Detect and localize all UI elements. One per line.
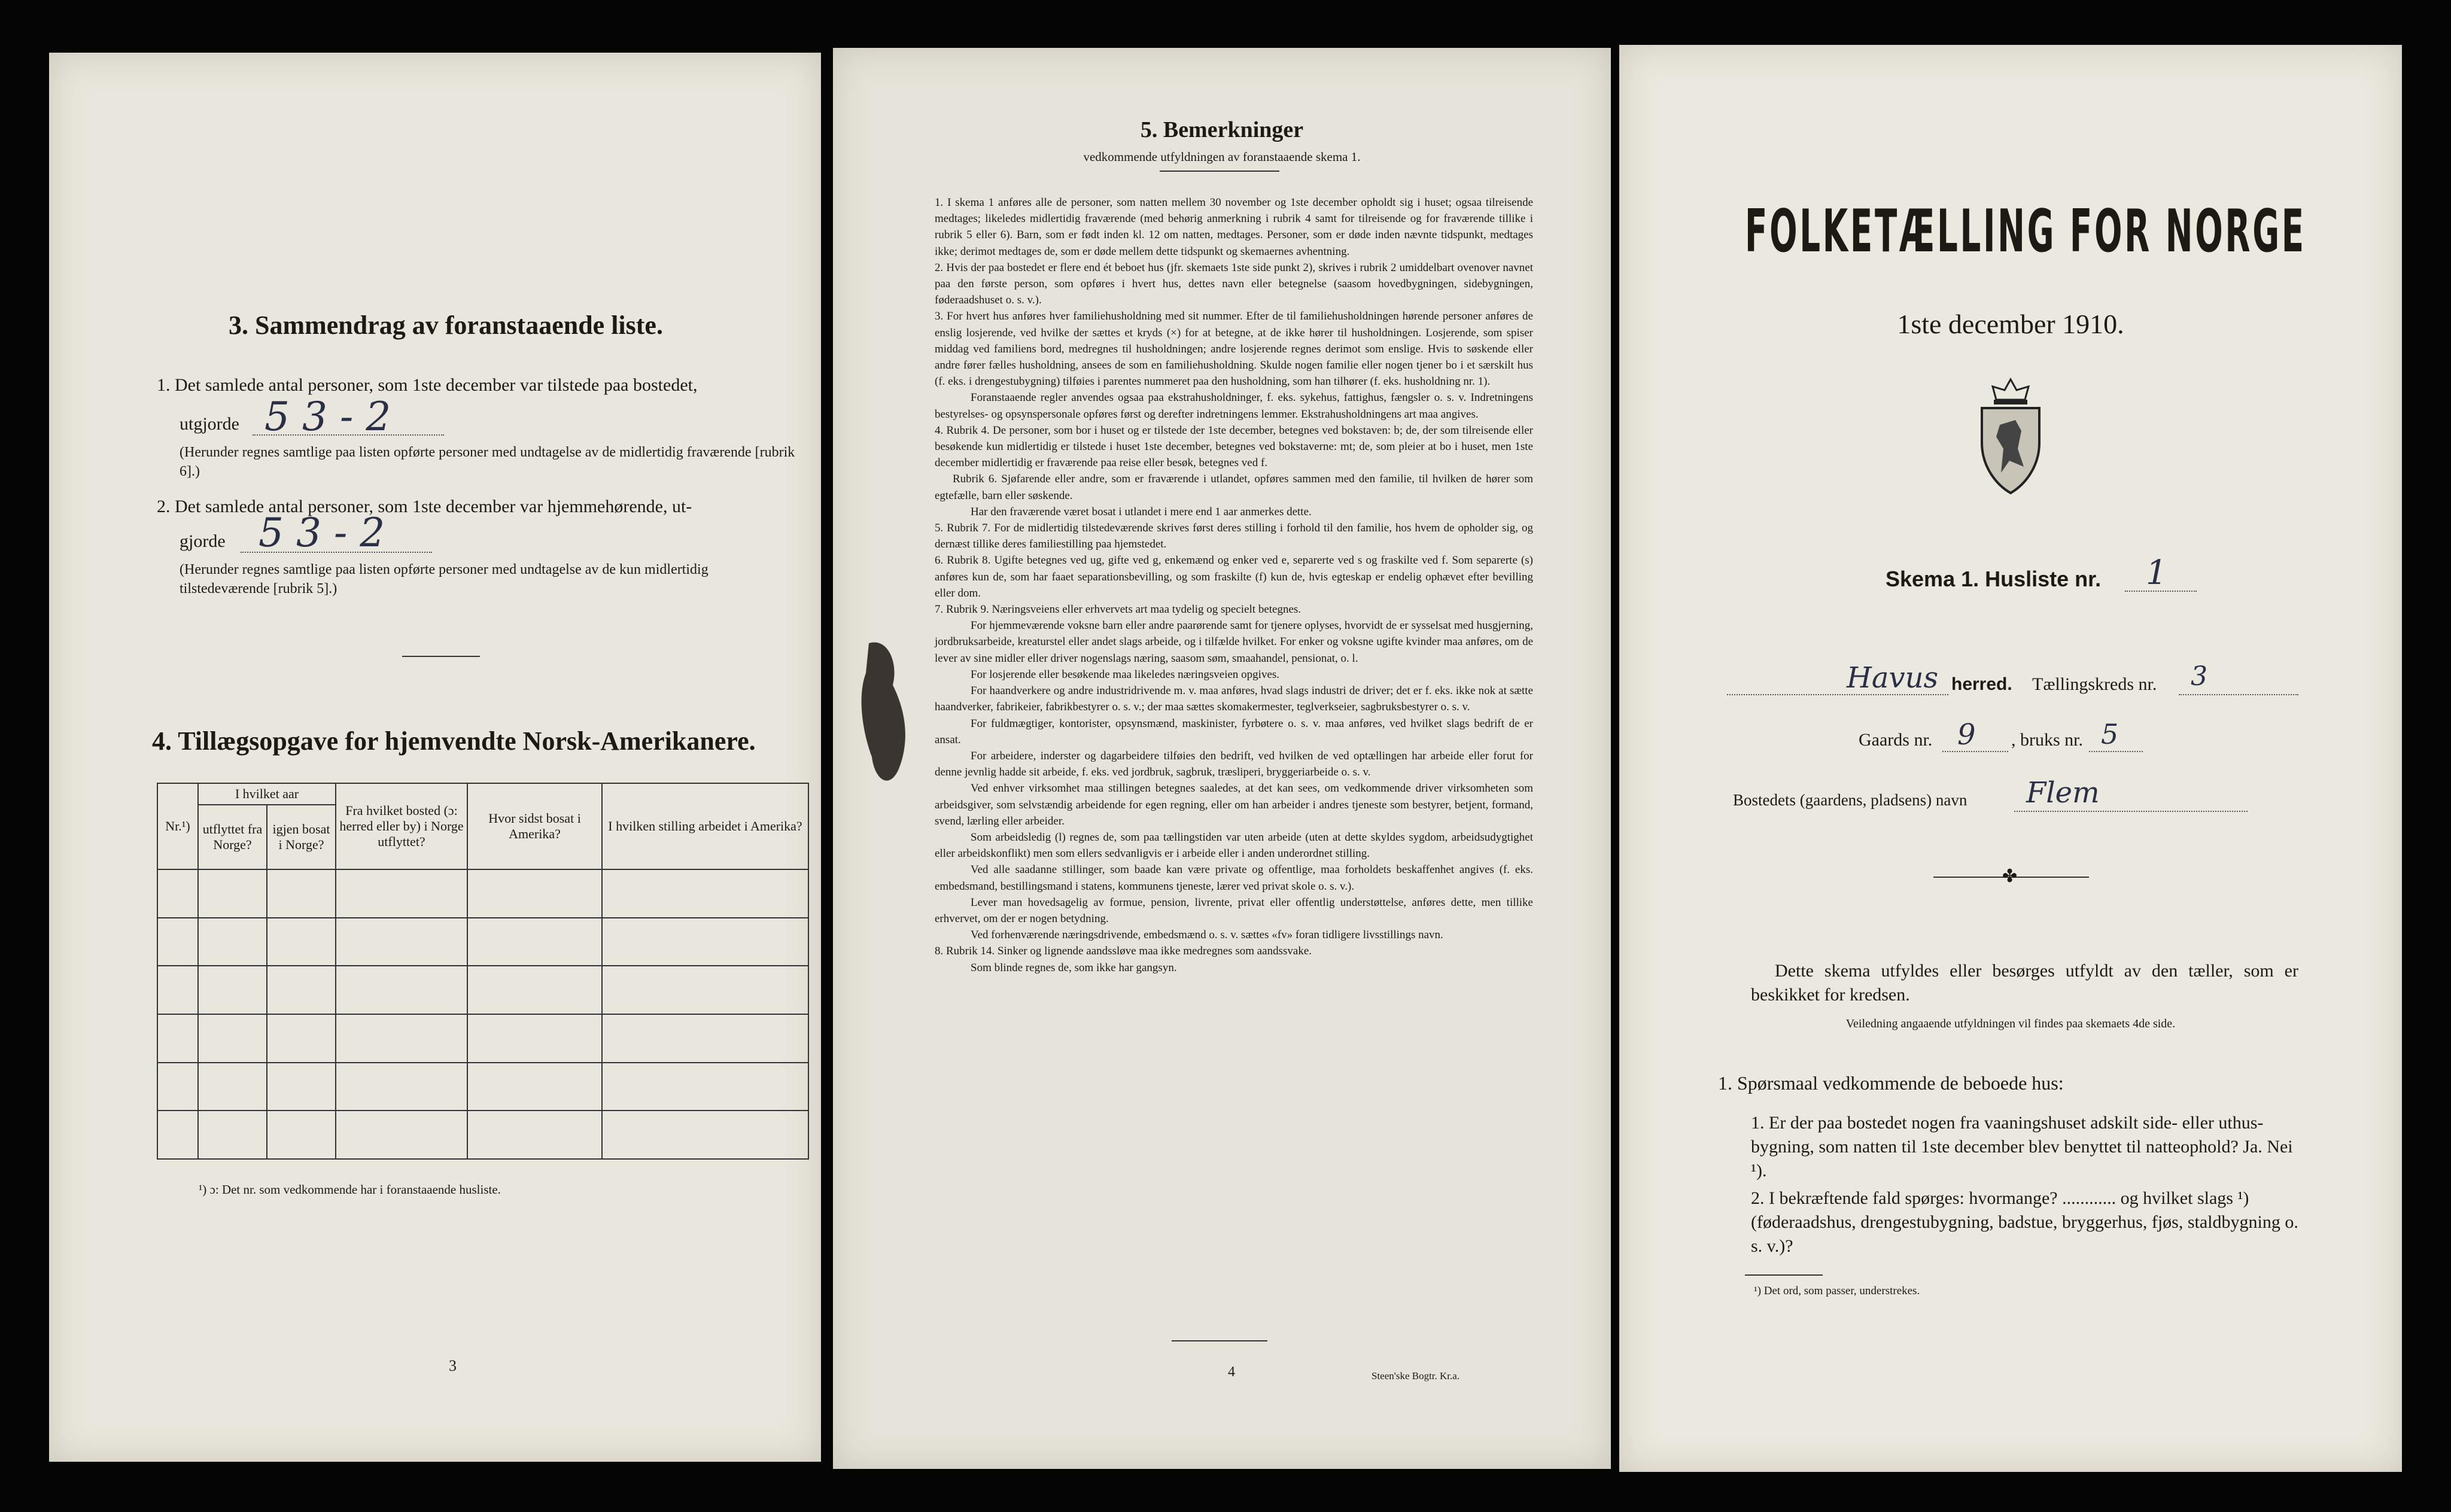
col-group-header: I hvilket aar — [198, 783, 336, 805]
summary-item1-note: (Herunder regnes samtlige paa listen opførte personer med undtagelse av de midlertidig fraværende [rubrik 6].) — [180, 445, 795, 479]
summary-item2-text: 2. Det samlede antal personer, som 1ste december var hjemmehørende, ut- — [157, 497, 692, 516]
husliste-number: 1 — [2146, 553, 2167, 592]
husliste-line — [2125, 591, 2197, 592]
remark-7f: For arbeidere, inderster og dagarbeidere tilføies den bedrift, ved hvilken de ved optællingen har arbeide eller forut for denne jevnlig hadde sit arbeide, f. eks. ved jordbruk, sagbruk, træsliperi, bryggeriarbeide o. s. v. — [935, 749, 1533, 779]
remark-4: 4. Rubrik 4. De personer, som bor i huset og er tilstede der 1ste december, betegnes ved bokstaven: b; de, der som tilreisende eller besøkende kun midlertidig er tilstede i huset 1ste december, betegnes ved bokstaverne: mt; de, som pleier at bo i huset, men 1ste december midlertidig er fraværende paa reise eller besøk, betegnes ved f. — [935, 424, 1533, 470]
question-1: 1. Er der paa bostedet nogen fra vaaningshuset adskilt side- eller uthus-bygning, som natten til 1ste december blev benyttet til natteophold? Ja. Nei ¹). — [1751, 1113, 2293, 1181]
summary-item1-value: 5 3 - 2 — [264, 394, 391, 440]
remark-4b: Rubrik 6. Sjøfarende eller andre, som er fraværende i utlandet, opføres sammen med den familie, til hvilken de hører som egtefælle, barn eller søskende. — [935, 473, 1533, 502]
bosted-line — [2014, 811, 2248, 812]
middle-page — [833, 48, 1611, 1469]
remark-1: 1. I skema 1 anføres alle de personer, som natten mellem 30 november og 1ste december opholdt sig i huset; ogsaa tilreisende medtages; likeledes midlertidig fraværende (med behørig anmerkning i rubrik 4 samt for tilreisende og for fraværende tillike i rubrik 5 eller 6). Barn, som er født inden kl. 12 om natten, medtages. Personer, som er døde inden nævnte tidspunkt, medtages ikke; derimot medtages de, som er døde mellem dette tidspunkt og skemaernes avhentning. — [935, 196, 1533, 258]
remarks-heading: 5. Bemerkninger — [1140, 117, 1304, 142]
intro-text: Dette skema utfyldes eller besørges utfyldt av den tæller, som er beskikket for kredsen. — [1751, 961, 2298, 1005]
remark-2: 2. Hvis der paa bostedet er flere end ét beboet hus (jfr. skemaets 1ste side punkt 2), skrives i rubrik 2 umiddelbart ovenover navnet paa den første person, som opføres i hvert hus, dettes navn eller betegnelse (saasom hovedbygningen, sidebygningen, føderaadshuset o. s. v.). — [935, 261, 1533, 307]
remark-7c: For losjerende eller besøkende maa likeledes næringsveien opgives. — [971, 668, 1280, 681]
kreds-line — [2179, 694, 2298, 695]
herred-line — [1727, 694, 1948, 695]
remark-7j: Lever man hovedsagelig av formue, pension, livrente, privat eller offentlig understøttelse, anføres dette, men tillike erhvervet, om der er nogen betydning. — [935, 896, 1533, 925]
divider — [402, 656, 480, 657]
table-row — [157, 1111, 808, 1159]
bruks-label: , bruks nr. — [2011, 730, 2083, 750]
ornament-icon: ✤ — [2002, 866, 2018, 886]
col-nr-header: Nr.¹) — [157, 783, 198, 869]
summary-item1-line — [253, 434, 444, 436]
remark-7k: Ved forhenværende næringsdrivende, embedsmænd o. s. v. sættes «fv» foran tidligere livsstillings navn. — [971, 929, 1443, 942]
remark-7: 7. Rubrik 9. Næringsveiens eller erhvervets art maa tydelig og specielt betegnes. — [935, 603, 1301, 616]
footnote-divider — [1745, 1274, 1823, 1276]
section3-heading: 3. Sammendrag av foranstaaende liste. — [229, 311, 663, 340]
remark-4c: Har den fraværende været bosat i utlandet i mere end 1 aar anmerkes dette. — [971, 505, 1312, 518]
page-number-middle: 4 — [1228, 1364, 1235, 1380]
remark-7d: For haandverkere og andre industridrivende m. v. maa anføres, hvad slags industri de driver; det er f. eks. ikke nok at sætte haandverker, fabrikeier, fabrikbestyrer o. s. v.; der maa sættes skomakermester, teglverkseier, sagbruksbestyrer o. s. v. — [935, 684, 1533, 714]
remark-7g: Ved enhver virksomhet maa stillingen betegnes saaledes, at det kan sees, om vedkommende driver virksomheten som arbeidsgiver, som selvstændig arbeidende for egen regning, eller om han arbeider i andres tjeneste som bestyrer, betjent, formand, svend, lærling eller arbeider. — [935, 782, 1533, 828]
right-footnote: ¹) Det ord, som passer, understrekes. — [1754, 1285, 1920, 1297]
census-title: FOLKETÆLLING FOR NORGE — [1745, 197, 2306, 266]
remarks-subheading: vedkommende utfyldningen av foranstaaende skema 1. — [1083, 150, 1361, 164]
bruks-line — [2089, 751, 2143, 752]
remark-8: 8. Rubrik 14. Sinker og lignende aandssløve maa ikke medregnes som aandssvake. — [935, 945, 1312, 958]
summary-item2-value: 5 3 - 2 — [259, 510, 385, 556]
summary-item2-label: gjorde — [180, 531, 226, 551]
summary-item2-note: (Herunder regnes samtlige paa listen opførte personer med undtagelse av de kun midlertidig tilstedeværende [rubrik 5].) — [180, 562, 708, 597]
remark-3b: Foranstaaende regler anvendes ogsaa paa ekstrahusholdninger, f. eks. sykehus, fattighus, fængsler o. s. v. Indretningens bestyrelses- og opsynspersonale opføres først og derefter indretningens lemmer. Ekstrahusholdningens art maa angives. — [935, 391, 1533, 421]
printer-credit: Steen'ske Bogtr. Kr.a. — [1372, 1370, 1460, 1382]
remark-7e: For fuldmægtiger, kontorister, opsynsmænd, maskinister, fyrbøtere o. s. v. maa anføres, ved hvilket slags bedrift de er ansat. — [935, 717, 1533, 746]
footer-divider — [1172, 1340, 1267, 1341]
remark-6: 6. Rubrik 8. Ugifte betegnes ved ug, gifte ved g, enkemænd og enker ved e, separerte ved s og fraskilte ved f. Som separerte (s) anføres kun de, som har faaet separationsbevilling, og som fraskilte (f) kun de, hvis egteskap er endelig ophævet efter bevilling eller dom. — [935, 554, 1533, 600]
bruks-value: 5 — [2101, 718, 2119, 750]
remark-5: 5. Rubrik 7. For de midlertidig tilstedeværende skrives først deres stilling i forhold til den familie, hos hvem de opholder sig, og dernæst tillike deres familiestilling paa hjemstedet. — [935, 522, 1533, 551]
questions-heading: 1. Spørsmaal vedkommende de beboede hus: — [1718, 1072, 2064, 1094]
col-utflyttet-header: utflyttet fra Norge? — [198, 805, 267, 869]
bosted-label: Bostedets (gaardens, pladsens) navn — [1733, 791, 1968, 809]
table-row — [157, 869, 808, 918]
col-sidst-header: Hvor sidst bosat i Amerika? — [467, 783, 602, 869]
skema-label: Skema 1. Husliste nr. — [1886, 567, 2102, 591]
page-number-left: 3 — [449, 1357, 457, 1374]
veiledning-text: Veiledning angaaende utfyldningen vil findes paa skemaets 4de side. — [1845, 1017, 2176, 1030]
kreds-label: Tællingskreds nr. — [2032, 674, 2157, 694]
remark-7h: Som arbeidsledig (l) regnes de, som paa tællingstiden var uten arbeide (uten at dette skyldes sygdom, arbeidsudygtighet eller arbeidskonflikt) men som ellers sedvanligvis er i arbeide eller i anden underordnet stilling. — [935, 830, 1533, 860]
census-date: 1ste december 1910. — [1897, 309, 2124, 339]
summary-item2-line — [241, 552, 432, 553]
section4-footnote: ¹) ɔ: Det nr. som vedkommende har i foranstaaende husliste. — [199, 1182, 501, 1197]
bosted-value: Flem — [2026, 776, 2100, 810]
right-page — [1619, 45, 2402, 1472]
section4-heading: 4. Tillægsopgave for hjemvendte Norsk-Amerikanere. — [152, 726, 756, 756]
remark-7b: For hjemmeværende voksne barn eller andre paarørende samt for tjenere oplyses, hvorvidt de er sysselsat med husgjerning, jordbruksarbeide, kreaturstel eller andet slags arbeide, og i tilfælde hvilket. For enker og voksne ugifte kvinder maa anføres, om de lever av sine midler eller driver nogenslags næring, saasom søm, smaahandel, pensionat, o. l. — [935, 619, 1533, 665]
question-2: 2. I bekræftende fald spørges: hvormange? ............ og hvilket slags ¹) (føderaadshus, drengestubygning, badstue, bryggerhus, fjøs, staldbygning o. s. v.)? — [1751, 1188, 2298, 1256]
gaards-value: 9 — [1957, 718, 1976, 752]
col-stilling-header: I hvilken stilling arbeidet i Amerika? — [602, 783, 808, 869]
left-page — [49, 53, 821, 1462]
herred-value: Havus — [1847, 661, 1939, 695]
col-igjen-header: igjen bosat i Norge? — [267, 805, 336, 869]
norsk-amerikaner-table — [157, 783, 809, 1160]
summary-item1-label: utgjorde — [180, 414, 239, 434]
remarks-divider — [1160, 171, 1279, 172]
remarks-body — [935, 194, 1533, 976]
table-row — [157, 966, 808, 1014]
gaards-label: Gaards nr. — [1859, 730, 1933, 750]
herred-label: herred. — [1951, 674, 2012, 694]
kreds-value: 3 — [2191, 661, 2207, 692]
table-row — [157, 1063, 808, 1111]
summary-item1-text: 1. Det samlede antal personer, som 1ste december var tilstede paa bostedet, — [157, 375, 698, 395]
col-bosted-header: Fra hvilket bosted (ɔ: herred eller by) i Norge utflyttet? — [336, 783, 467, 869]
coat-of-arms-emblem — [1973, 377, 2048, 497]
remark-7i: Ved alle saadanne stillinger, som baade kan være private og offentlige, maa forholdets beskaffenhet angives (f. eks. embedsmand, bestillingsmand i statens, kommunens tjeneste, lærer ved privat skole o. s. v.). — [935, 863, 1533, 893]
remark-3: 3. For hvert hus anføres hver familiehusholdning med sit nummer. Efter de til familiehusholdningen hørende personer anføres de enslig losjerende, ved hvilke der sættes et kryds (×) for at betegne, at de ikke hører til husholdningen. Losjerende, som spiser middag ved familiens bord, medregnes til husholdningen; andre losjerende regnes derimot som enslige. Hvis to søskende eller andre fører fælles husholdning, ansees de som en familiehusholdning. Skulde nogen familie eller nogen tjener bo i et særskilt hus (f. eks. i drengestubygning) tilføies i parentes nummeret paa den husholdning, som han tilhører (f. eks. husholdning nr. 1). — [935, 310, 1533, 388]
remark-8b: Som blinde regnes de, som ikke har gangsyn. — [971, 961, 1177, 974]
ink-stain — [857, 637, 911, 793]
table-row — [157, 918, 808, 966]
table-row — [157, 1014, 808, 1063]
gaards-line — [1942, 751, 2008, 752]
